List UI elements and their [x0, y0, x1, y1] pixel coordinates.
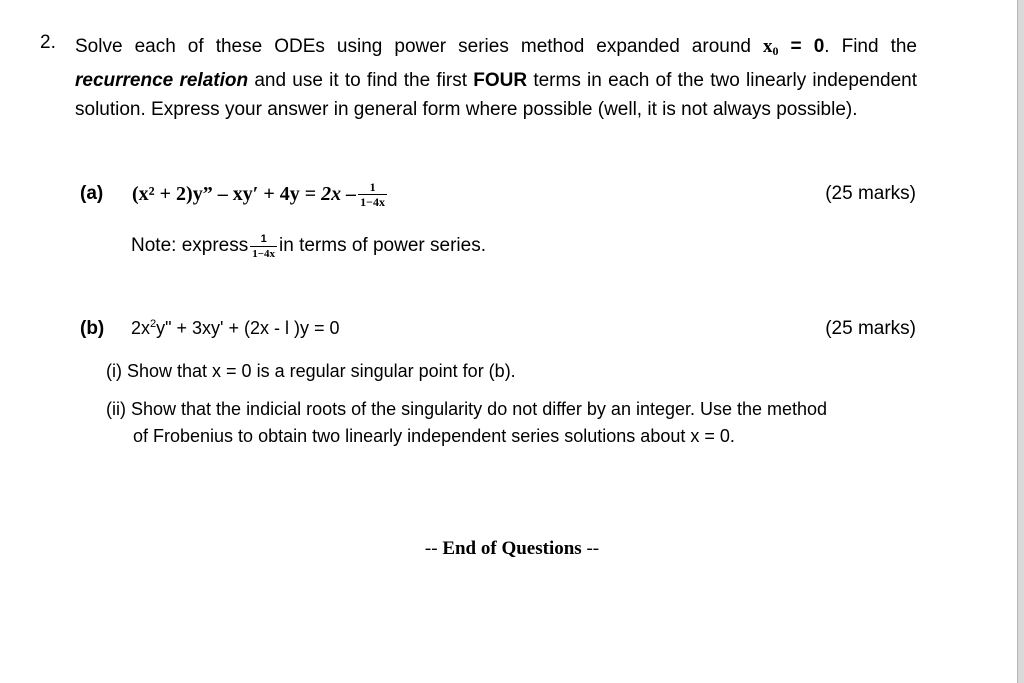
- part-a-marks: (25 marks): [825, 183, 916, 204]
- intro-text-1: Solve each of these ODEs using power series method expanded around: [75, 36, 751, 57]
- page-edge-scrollbar[interactable]: [1018, 0, 1024, 683]
- question-number: 2.: [40, 32, 56, 53]
- note-text-pre: Note: express: [131, 235, 249, 256]
- end-of-questions: -- End of Questions --: [424, 538, 600, 559]
- part-a-equation: [132, 172, 389, 216]
- part-a-label: (a): [80, 183, 104, 204]
- part-b-label: (b): [80, 318, 105, 339]
- question-intro: [75, 32, 917, 124]
- intro-text-3: and use it to find the first: [254, 70, 468, 91]
- part-a-equation-lhs: (x² + 2)y” – xy′ + 4y =: [132, 182, 317, 205]
- part-b-equation: $2x^2y$" + 3xy' + (2x - l )y = 0: [131, 318, 340, 338]
- fraction-denominator: 1−4x: [360, 194, 385, 209]
- x0-value: = 0: [778, 36, 825, 57]
- part-a-note: [131, 224, 486, 268]
- fraction-numerator: 1: [369, 179, 376, 194]
- recurrence-relation-term: recurrence relation: [75, 70, 249, 91]
- part-b-item-ii: [106, 396, 918, 450]
- item-ii-line-2: of Frobenius to obtain two linearly independent series solutions about x = 0.: [133, 426, 735, 446]
- item-ii-line-1: (ii) Show that the indicial roots of the singularity do not differ by an integer. Use the method: [106, 399, 828, 419]
- part-b-marks: (25 marks): [825, 318, 916, 339]
- note-fraction-denominator: 1−4x: [252, 247, 276, 260]
- part-a-equation-rhs: 2x –: [321, 182, 357, 205]
- note-text-post: in terms of power series.: [279, 235, 486, 256]
- part-a-fraction: [358, 180, 387, 209]
- intro-text-2: . Find the: [824, 36, 917, 57]
- note-fraction-numerator: 1: [260, 232, 267, 245]
- end-of-questions-text: End of Questions: [442, 538, 582, 559]
- part-b-item-i: (i) Show that x = 0 is a regular singular point for (b).: [106, 361, 516, 381]
- intro-text-4: terms in each of the two linearly independent solution. Express your answer in general form where possible (well, it is not always possible).: [75, 70, 918, 120]
- note-fraction: [250, 232, 277, 261]
- x0-symbol: $x_0$: [763, 36, 779, 58]
- four-emphasis: FOUR: [473, 70, 528, 91]
